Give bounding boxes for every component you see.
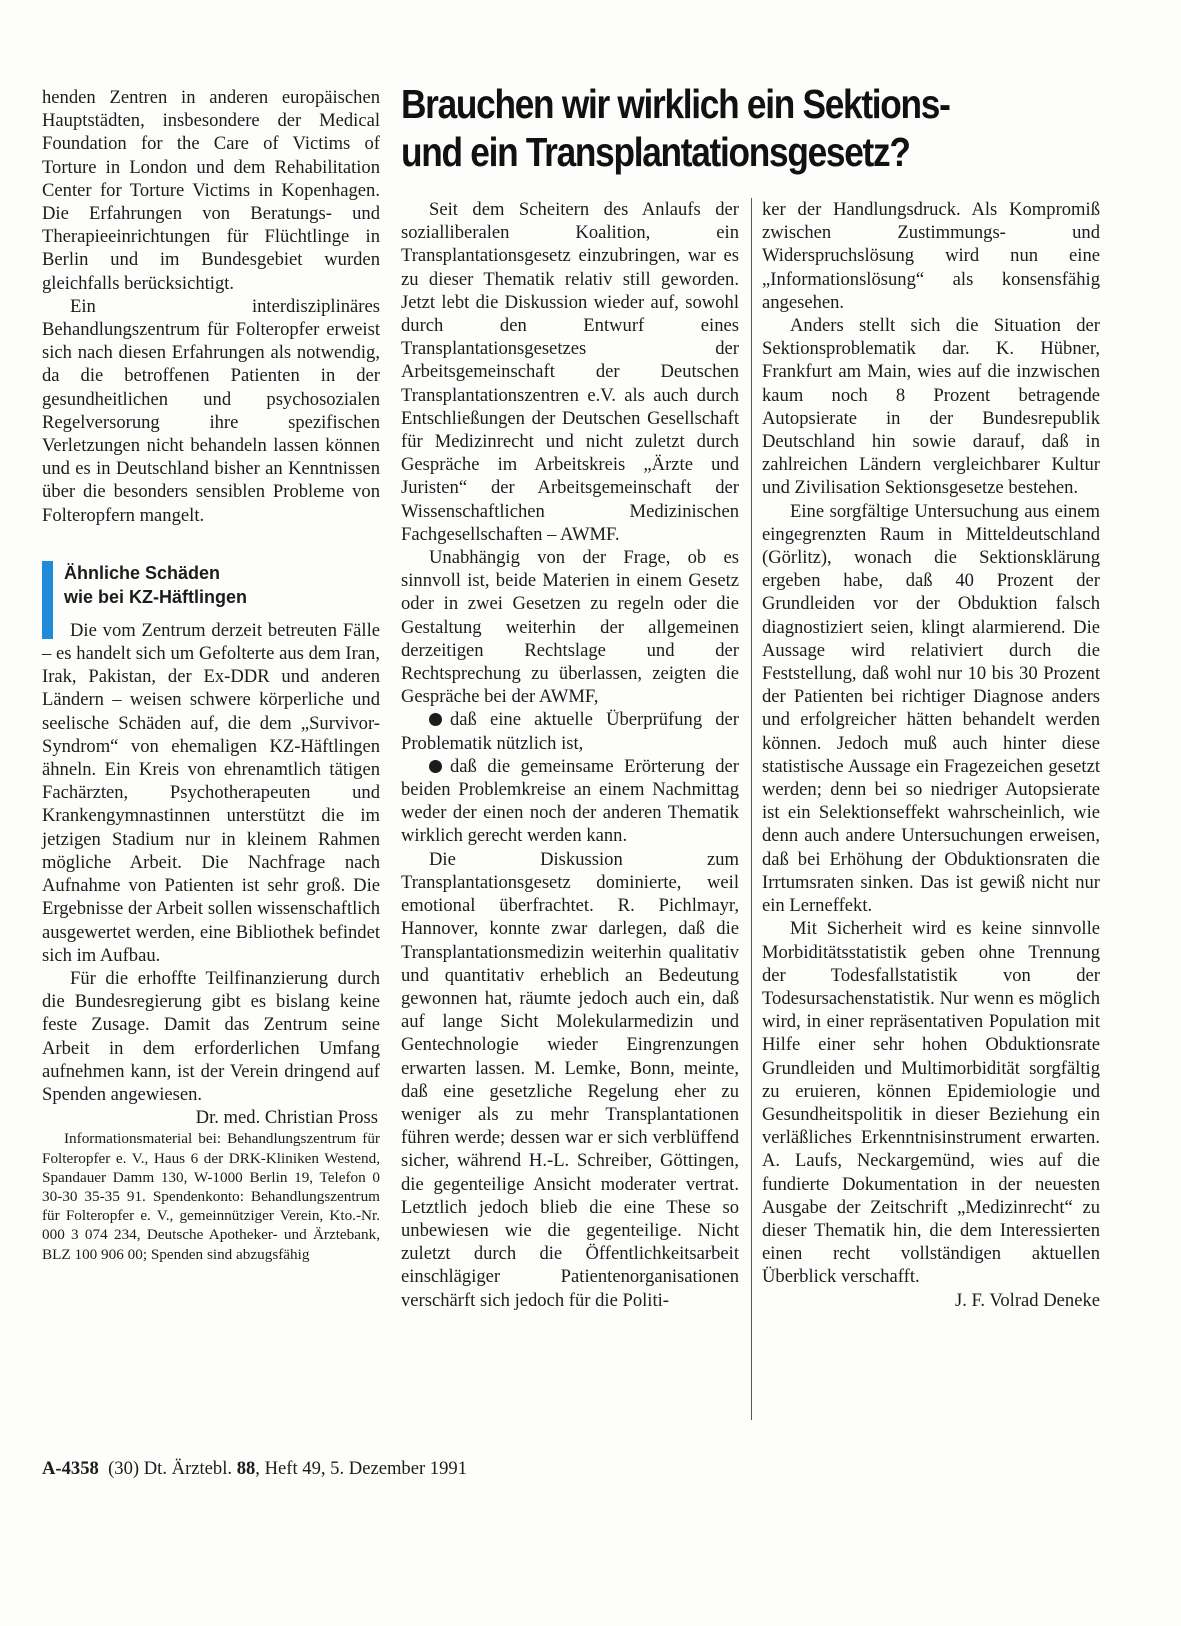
section-subheading <box>42 561 380 609</box>
right-paragraph-1: ker der Handlungsdruck. Als Kompromiß zwischen Zustimmungs- und Widerspruchslösung wird nun eine „Informationslösung“ als konsensfähig angesehen. <box>762 199 1100 313</box>
headline-line-1: Brauchen wir wirklich ein Sektions- <box>401 81 950 127</box>
page-footer <box>42 1458 467 1480</box>
author-signature-right: J. F. Volrad Deneke <box>954 1289 1100 1311</box>
column-divider <box>751 198 752 1420</box>
bullet-text-1: daß eine aktuelle Überprüfung der Problematik nützlich ist, <box>401 709 739 754</box>
bullet-item-2 <box>401 755 739 848</box>
journal-volume: 88 <box>236 1458 256 1479</box>
author-signature-left: Dr. med. Christian Pross <box>195 1107 378 1129</box>
journal-name: Dt. Ärztebl. <box>143 1458 233 1479</box>
bullet-dot-icon <box>429 713 442 726</box>
accent-bar <box>42 561 53 639</box>
right-column <box>762 198 1100 1312</box>
bullet-text-2: daß die gemeinsame Erörterung der beiden Problemkreise an einem Nachmittag weder der einen noch der anderen Thematik wirklich gerecht werden kann. <box>401 755 739 847</box>
info-box-text: Informationsmaterial bei: Behandlungszentrum für Folteropfer e. V., Haus 6 der DRK-Kliniken Westend, Spandauer Damm 130, W-1000 Berlin 19, Telefon 0 30-30 35-35 91. Spendenkonto: Behandlungszentrum für Folteropfer e. V., gemeinnütziger Verein, Kto.-Nr. 000 3 074 234, Deutsche Apotheker- und Ärztebank, BLZ 100 906 00; Spenden sind abzugsfähig <box>42 1130 380 1263</box>
middle-paragraph-3: Die Diskussion zum Transplantationsgesetz dominierte, weil emotional überfrachtet. R. Pichlmayr, Hannover, konnte zwar darlegen, daß die Transplantationsmedizin weiterhin qualitativ und quantitativ erheblich an Bedeutung gewonnen hat, räumte jedoch auch ein, daß auf lange Sicht Molekularmedizin und Gentechnologie wieder Eingrenzungen erwarten lassen. M. Lemke, Bonn, meinte, daß eine gesetzliche Regelung eher zu weniger als zu mehr Transplantationen führen werde; dessen war er sich verblüffend sicher, während H.-L. Schreiber, Göttingen, die gegenteilige Ansicht moderater vertrat. Letztlich jedoch blieb die eine These so unbewiesen wie die gegenteilige. Nicht zuletzt durch die Öffentlichkeitsarbeit einschlägiger Patientenorganisationen verschärft sich jedoch für die Politi- <box>401 848 739 1311</box>
middle-paragraph-2: Unabhängig von der Frage, ob es sinnvoll ist, beide Materien in einem Gesetz oder in zwei Gesetzen zu regeln oder die Gestaltung weiterhin der allgemeinen derzeitigen Rechtslage und der Rechtsprechung zu überlassen, zeigten die Gespräche bei der AWMF, <box>401 547 739 708</box>
right-paragraph-4: Mit Sicherheit wird es keine sinnvolle Morbiditätsstatistik geben ohne Trennung der Todesfallstatistik von der Todesursachenstatistik. Nur wenn es möglich wird, in einer repräsentativen Population mit Hilfe einer sehr hohen Obduktionsrate Grundleiden und Multimorbidität sorgfältig zu eruieren, können Epidemiologie und Gesundheitspolitik in dieser Beziehung ein verläßliches Erkenntnisinstrument erwarten. A. Laufs, Neckargemünd, wies auf die fundierte Dokumentation in der neuesten Ausgabe der Zeitschrift „Medizinrecht“ zu dieser Thematik hin, die dem Interessierten einen recht vollständigen aktuellen Überblick verschafft. <box>762 918 1100 1288</box>
page-number: (30) <box>108 1458 140 1479</box>
issue-info: , Heft 49, 5. Dezember 1991 <box>255 1458 467 1479</box>
middle-column <box>401 198 739 1312</box>
bullet-dot-icon <box>429 760 442 773</box>
left-column <box>42 86 380 1264</box>
right-paragraph-3: Eine sorgfältige Untersuchung aus einem eingegrenzten Raum in Mitteldeutschland (Görlitz), wonach die Sektionsklärung ergeben habe, daß 40 Prozent der Grundleiden vor der Obduktion falsch diagnostiziert seien, klingt alarmierend. Die Aussage wird relativiert durch die Feststellung, daß wohl nur 10 bis 30 Prozent der Patienten bei richtiger Diagnose anders und erfolgreicher hätten behandelt werden können. Jedoch muß auch hinter diese statistische Aussage ein Fragezeichen gesetzt werden; denn bei so niedriger Autopsierate ist ein Selektionseffekt wahrscheinlich, wie denn auch andere Untersuchungen erweisen, daß bei Erhöhung der Obduktionsraten die Irrtumsraten sinken. Das ist gewiß nicht nur ein Lerneffekt. <box>762 500 1100 917</box>
left-continuation-paragraph: henden Zentren in anderen europäischen Hauptstädten, insbesondere der Medical Foundation for the Care of Victims of Torture in London und dem Rehabilitation Center for Torture Victims in Kopenhagen. Die Erfahrungen von Beratungs- und Therapieeinrichtungen für Flüchtlinge in Berlin und im Bundesgebiet wurden gleichfalls berücksichtigt. <box>42 87 380 294</box>
left-paragraph-4: Für die erhoffte Teilfinanzierung durch die Bundesregierung gibt es bislang keine feste Zusage. Damit das Zentrum seine Arbeit in dem erforderlichen Umfang aufnehmen kann, ist der Verein dringend auf Spenden angewiesen. <box>42 967 380 1105</box>
bullet-item-1 <box>401 708 739 754</box>
right-paragraph-2: Anders stellt sich die Situation der Sektionsproblematik dar. K. Hübner, Frankfurt am Main, wies auf die inzwischen kaum noch 8 Prozent betragende Autopsierate in der Bundesrepublik Deutschland hin sowie darauf, daß in zahlreichen Ländern vergleichbarer Kultur und Zivilisation Sektionsgesetze bestehen. <box>762 315 1100 499</box>
article-headline <box>401 80 1003 176</box>
left-paragraph-2: Ein interdisziplinäres Behandlungszentrum für Folteropfer erweist sich nach diesen Erfahrungen als notwendig, da die betroffenen Patienten in der gesundheitlichen und psychosozialen Regelversorung ihre spezifischen Verletzungen nicht behandeln lassen können und es in Deutschland bisher an Kenntnissen über die besonders sensiblen Probleme von Folteropfern mangelt. <box>42 295 380 526</box>
middle-paragraph-1: Seit dem Scheitern des Anlaufs der sozialliberalen Koalition, ein Transplantationsgesetz einzubringen, war es zu dieser Thematik relativ still geworden. Jetzt lebt die Diskussion wieder auf, sowohl durch den Entwurf eines Transplantationsgesetzes der Arbeitsgemeinschaft der Deutschen Transplantationszentren e.V. als auch durch Entschließungen der Deutschen Gesellschaft für Medizinrecht und nicht zuletzt durch Gespräche im Arbeitskreis „Ärzte und Juristen“ der Arbeitsgemeinschaft der Wissenschaftlichen Medizinischen Fachgesellschaften – AWMF. <box>401 199 739 545</box>
subheading-line-1: Ähnliche Schäden <box>64 562 221 583</box>
page-code: A-4358 <box>42 1458 99 1479</box>
subheading-line-2: wie bei KZ-Häftlingen <box>64 586 248 607</box>
headline-line-2: und ein Transplantationsgesetz? <box>401 129 910 175</box>
left-paragraph-3: Die vom Zentrum derzeit betreuten Fälle – es handelt sich um Gefolterte aus dem Iran, Irak, Pakistan, der Ex-DDR und anderen Ländern – weisen schwere körperliche und seelische Schäden auf, die dem „Survivor-Syndrom“ von ehemaligen KZ-Häftlingen ähneln. Ein Kreis von ehrenamtlich tätigen Fachärzten, Psychotherapeuten und Krankengymnastinnen unterstützt die im jetzigen Stadium nur in kleinem Rahmen mögliche Arbeit. Die Nachfrage nach Aufnahme von Patienten ist sehr groß. Die Ergebnisse der Arbeit sollen wissenschaftlich ausgewertet werden, eine Bibliothek befindet sich im Aufbau. <box>42 619 380 966</box>
